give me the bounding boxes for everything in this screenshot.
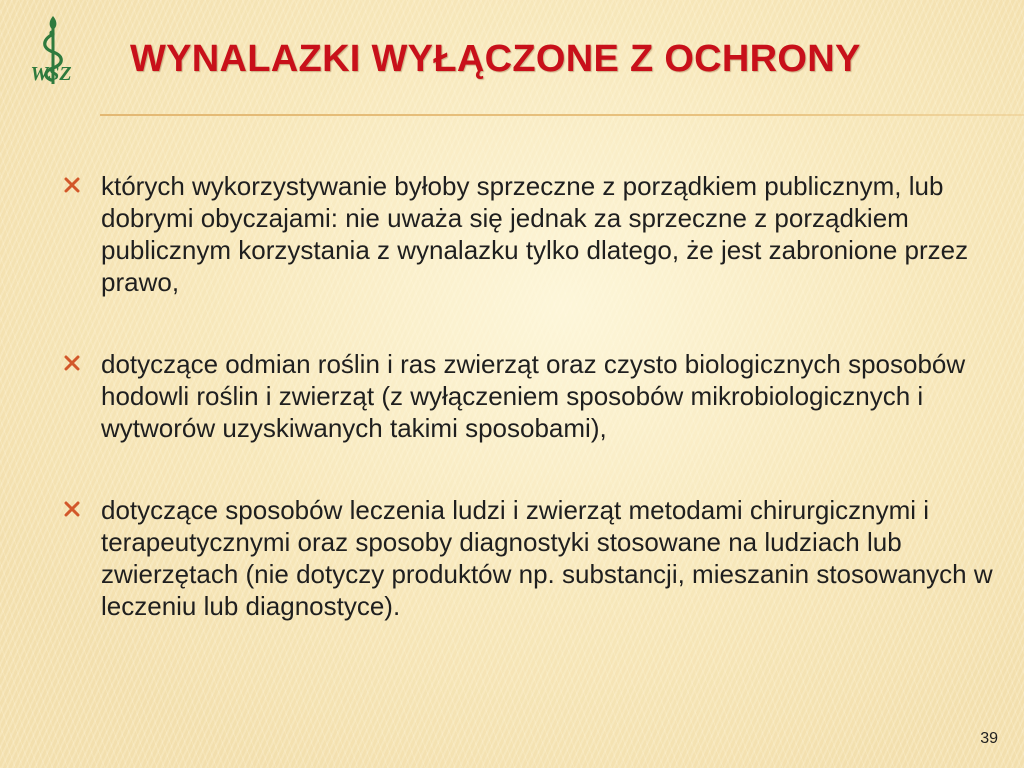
bullet-text: dotyczące odmian roślin i ras zwierząt oraz czysto biologicznych sposobów hodowli roślin i zwierząt (z wyłączeniem sposobów mikrobiologicznych i wytworów uzyskiwanych takimi sposobami), [101, 349, 966, 443]
x-mark-icon [64, 349, 80, 379]
logo-flame-icon [50, 16, 57, 30]
slide-title: WYNALAZKI WYŁĄCZONE Z OCHRONY [130, 38, 861, 80]
school-logo [18, 14, 84, 96]
bullet-list [60, 170, 1000, 672]
logo-text: WSZ [30, 63, 72, 85]
page-number: 39 [980, 730, 998, 747]
bullet-text: dotyczące sposobów leczenia ludzi i zwierząt metodami chirurgicznymi i terapeutycznymi oraz sposoby diagnostyki stosowane na ludziach lub zwierzętach (nie dotyczy produktów np. substancji, mieszanin stosowanych w leczeniu lub diagnostyce). [101, 495, 993, 621]
bullet-item [60, 494, 1000, 622]
x-mark-icon [64, 495, 80, 525]
bullet-text: których wykorzystywanie byłoby sprzeczne z porządkiem publicznym, lub dobrymi obyczajami: nie uważa się jednak za sprzeczne z porządkiem publicznym korzystania z wynalazku tylko dlatego, że jest zabronione przez prawo, [101, 171, 969, 297]
bullet-item [60, 170, 1000, 298]
title-divider [100, 114, 1024, 116]
bullet-item [60, 348, 1000, 444]
x-mark-icon [64, 171, 80, 201]
